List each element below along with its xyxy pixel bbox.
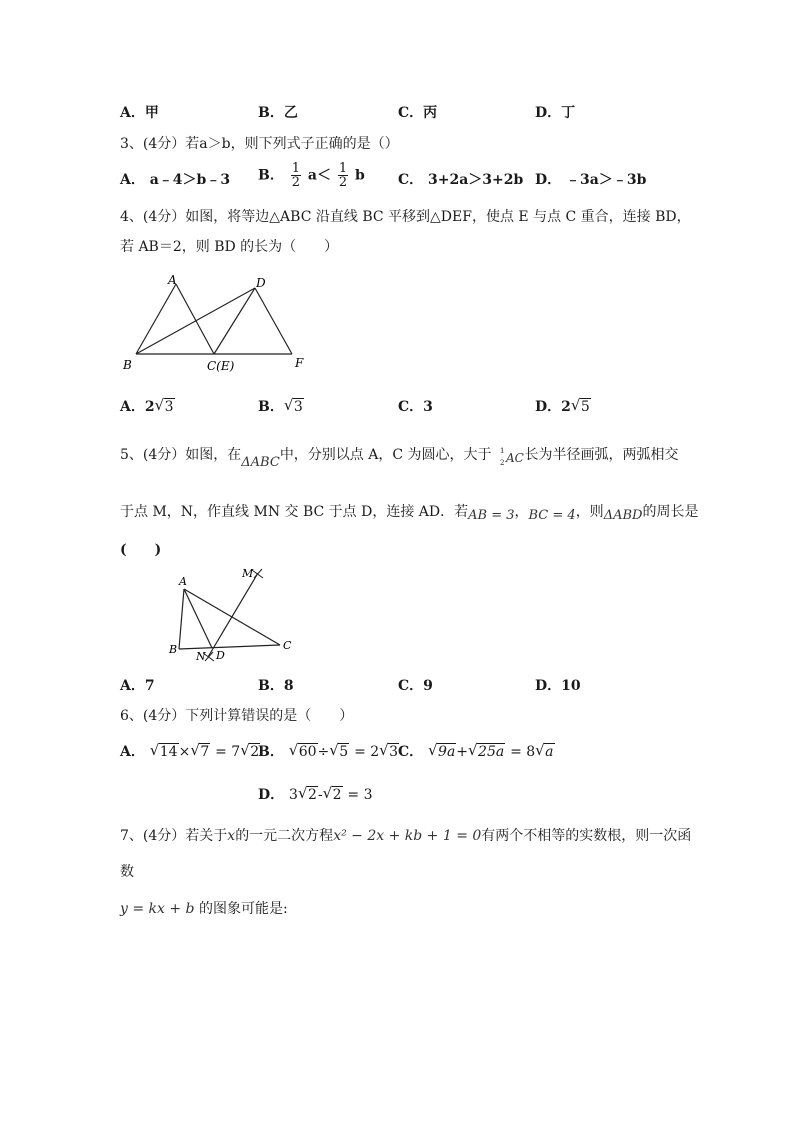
q4-stem-line1: 4、(4分）如图，将等边△ABC 沿直线 BC 平移到△DEF，使点 E 与点 C 重合，连接 BD， [120,209,691,225]
q2-option-b: B．乙 [258,105,298,121]
q4-triangle-figure [118,272,318,377]
q4-label-f: F [295,356,304,370]
q5-line-mn [208,573,258,657]
q5-half-ac: 1 2 AC [500,447,524,467]
q4-option-d: D．2 √ 5 [535,396,590,415]
q5-label-a: A [179,575,187,588]
q7-stem-line2: 数 [120,864,134,880]
q5-stem-line1: 5、(4分）如图，在ΔABC中，分别以点 A，C 为圆心，大于 1 2 AC 长为半径画弧，两弧相交 [120,440,678,470]
q4-option-a: A．2 √ 3 [120,396,174,415]
q2-option-c: C．丙 [398,105,438,121]
q7-stem-line1: 7、(4分）若关于x的一元二次方程x² − 2x + kb + 1 = 0有两个不相等的实数根，则一次函 [120,828,692,844]
q3-stem: 3、(4分）若a＞b，则下列式子正确的是（） [120,136,399,152]
q5-label-d: D [216,649,225,662]
q4-label-b: B [123,358,132,372]
q6-option-c: C． √ 9a+ √ 25a = 8 √ a [398,741,554,760]
q6-option-d: D． 3 √ 2- √ 2 = 3 [258,784,373,803]
q4-stem-line2: 若 AB＝2，则 BD 的长为（ ） [120,239,339,255]
q2-option-a: A．甲 [120,105,159,121]
q6-option-b: B． √ 60÷ √ 5 = 2 √ 3 [258,741,399,760]
q4-edge-bd [136,288,255,354]
q5-label-n: N [196,650,206,663]
q6-option-a: A． √ 14× √ 7 = 7 √ 2 [120,741,260,760]
q5-label-m: M [242,567,254,580]
q4-label-ce: C(E) [207,359,235,373]
q5-option-d: D．10 [535,678,581,694]
q2-option-d: D．丁 [535,105,576,121]
q4-option-c: C．3 [398,399,433,415]
q3-option-b: B． $\frac{1}{2}$ a＜ $\frac{1}{2}$ b [258,161,365,190]
q3-option-c: C． 3+2a＞3+2b [398,172,524,188]
q4-edge-df [255,288,292,354]
q4-edge-ed [214,288,255,354]
q6-stem: 6、(4分）下列计算错误的是（ ） [120,708,354,724]
q4-label-d: D [256,276,266,290]
q3-option-d: D． ﹣3a＞﹣3b [535,172,647,188]
q7-stem-line3: y = kx + b 的图象可能是: [120,901,288,917]
q5-label-c: C [283,639,292,652]
q5-edge-ab [179,589,184,649]
q4-option-b: B． √ 3 [258,396,303,415]
q5-label-b: B [169,643,178,656]
q3-option-a: A． a﹣4＞b﹣3 [120,172,231,188]
q5-option-b: B．8 [258,678,294,694]
q5-paren: ( ) [120,542,162,558]
q4-edge-ac [176,284,214,354]
q5-option-a: A．7 [120,678,155,694]
q5-edge-bc [179,645,280,649]
q5-stem-line2: 于点 M，N，作直线 MN 交 BC 于点 D，连接 AD．若AB = 3，BC = 4，则ΔABD的周长是 [120,504,699,523]
q5-option-c: C．9 [398,678,433,694]
q5-triangle-figure [166,565,296,670]
q4-label-a: A [168,273,177,287]
